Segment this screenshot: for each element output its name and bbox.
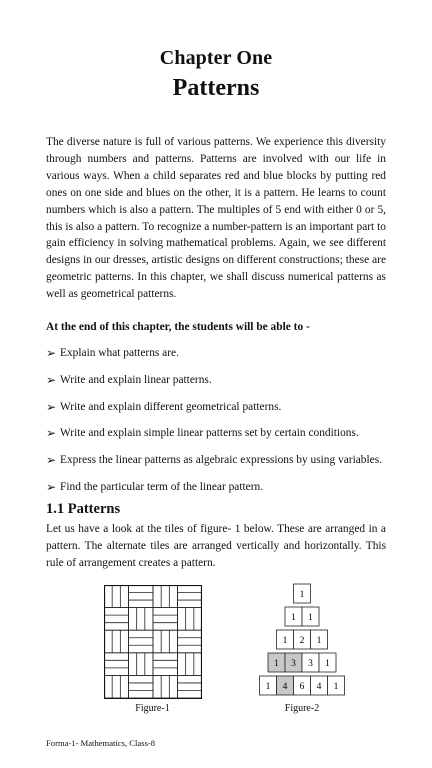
triangle-cell-value: 2 bbox=[299, 636, 305, 646]
figure-2-number-triangle bbox=[254, 582, 350, 698]
intro-paragraph: The diverse nature is full of various patterns. We experience this diversity through numbers and patterns. Patterns are involved with our life in various ways. When a child separates red and blue blocks by putting red ones on one side and blues on the other, it is a pattern. He learns to count numbers which is also a pattern. The multiples of 5 end with either 0 or 5, this is also a pattern. To recognize a number-pattern is an important part to gain efficiency in solving mathematical problems. Again, we see different designs in our dresses, artistic designs on different constructions; these are geometric patterns. In this chapter, we shall discuss numerical patterns as well as geometrical patterns. bbox=[46, 136, 386, 301]
tile-block bbox=[178, 630, 203, 653]
tile-block bbox=[104, 585, 129, 608]
chapter-number: Chapter One bbox=[159, 47, 273, 69]
tile-block bbox=[153, 675, 178, 698]
page-footer: Forma-1- Mathematics, Class-8 bbox=[46, 738, 156, 748]
tile-block bbox=[129, 585, 154, 608]
tile-block bbox=[104, 608, 129, 631]
objectives-list bbox=[46, 346, 386, 507]
arrow-bullet-icon: ➢ bbox=[46, 372, 57, 387]
tile-block bbox=[178, 585, 203, 608]
triangle-cell-value: 1 bbox=[316, 636, 322, 646]
arrow-bullet-icon: ➢ bbox=[46, 479, 57, 494]
figure-1-caption: Figure-1 bbox=[135, 703, 170, 714]
tile-block bbox=[178, 675, 203, 698]
triangle-cells bbox=[260, 584, 345, 695]
triangle-cell-value: 3 bbox=[308, 659, 313, 669]
objective-item bbox=[46, 346, 386, 373]
tile-block bbox=[104, 653, 129, 676]
triangle-cell-value: 1 bbox=[325, 659, 330, 669]
tile-block bbox=[129, 608, 154, 631]
tile-block bbox=[178, 653, 203, 676]
triangle-cell-value: 4 bbox=[282, 682, 288, 692]
tile-block bbox=[129, 630, 154, 653]
objective-text: Explain what patterns are. bbox=[60, 347, 179, 359]
arrow-bullet-icon: ➢ bbox=[46, 453, 57, 468]
triangle-cell-value: 3 bbox=[291, 659, 296, 669]
triangle-cell-value: 1 bbox=[265, 682, 271, 692]
objective-text: Write and explain linear patterns. bbox=[60, 373, 212, 386]
triangle-cell-value: 1 bbox=[291, 613, 296, 623]
triangle-cell-value: 1 bbox=[308, 613, 313, 623]
figure-1-tile-pattern bbox=[104, 585, 202, 699]
section-paragraph: Let us have a look at the tiles of figure- 1 below. These are arranged in a pattern. The alternate tiles are arranged vertically and horizontally. This rule of arrangement creates a pattern. bbox=[46, 523, 386, 569]
tile-block bbox=[178, 608, 203, 631]
tile-block bbox=[104, 630, 129, 653]
tile-block bbox=[153, 585, 178, 608]
tile-block bbox=[153, 630, 178, 653]
objective-item bbox=[46, 426, 386, 453]
triangle-cell-value: 1 bbox=[274, 659, 279, 669]
triangle-cell-value: 6 bbox=[299, 682, 305, 692]
objective-text: Find the particular term of the linear pattern. bbox=[60, 480, 264, 493]
triangle-cell-value: 1 bbox=[299, 590, 305, 600]
objective-item bbox=[46, 373, 386, 400]
tile-block bbox=[153, 608, 178, 631]
objective-text: Write and explain different geometrical patterns. bbox=[60, 400, 282, 413]
section-heading: 1.1 Patterns bbox=[46, 501, 121, 517]
triangle-cell-value: 1 bbox=[282, 636, 288, 646]
triangle-cell-value: 4 bbox=[316, 682, 322, 692]
arrow-bullet-icon: ➢ bbox=[46, 426, 57, 441]
tile-block bbox=[153, 653, 178, 676]
tile-block bbox=[129, 675, 154, 698]
figure-2-caption: Figure-2 bbox=[284, 703, 320, 714]
objective-text: Express the linear patterns as algebraic expressions by using variables. bbox=[60, 454, 383, 467]
chapter-title: Patterns bbox=[172, 75, 260, 101]
objectives-heading: At the end of this chapter, the students will be able to - bbox=[46, 321, 310, 333]
tile-block bbox=[129, 653, 154, 676]
arrow-bullet-icon: ➢ bbox=[46, 346, 57, 360]
triangle-cell-value: 1 bbox=[333, 682, 339, 692]
objective-text: Write and explain simple linear patterns set by certain conditions. bbox=[60, 427, 359, 440]
objective-item bbox=[46, 453, 386, 480]
arrow-bullet-icon: ➢ bbox=[46, 399, 57, 414]
tile-grid bbox=[104, 585, 202, 698]
objective-item bbox=[46, 400, 386, 427]
tile-block bbox=[104, 675, 129, 698]
